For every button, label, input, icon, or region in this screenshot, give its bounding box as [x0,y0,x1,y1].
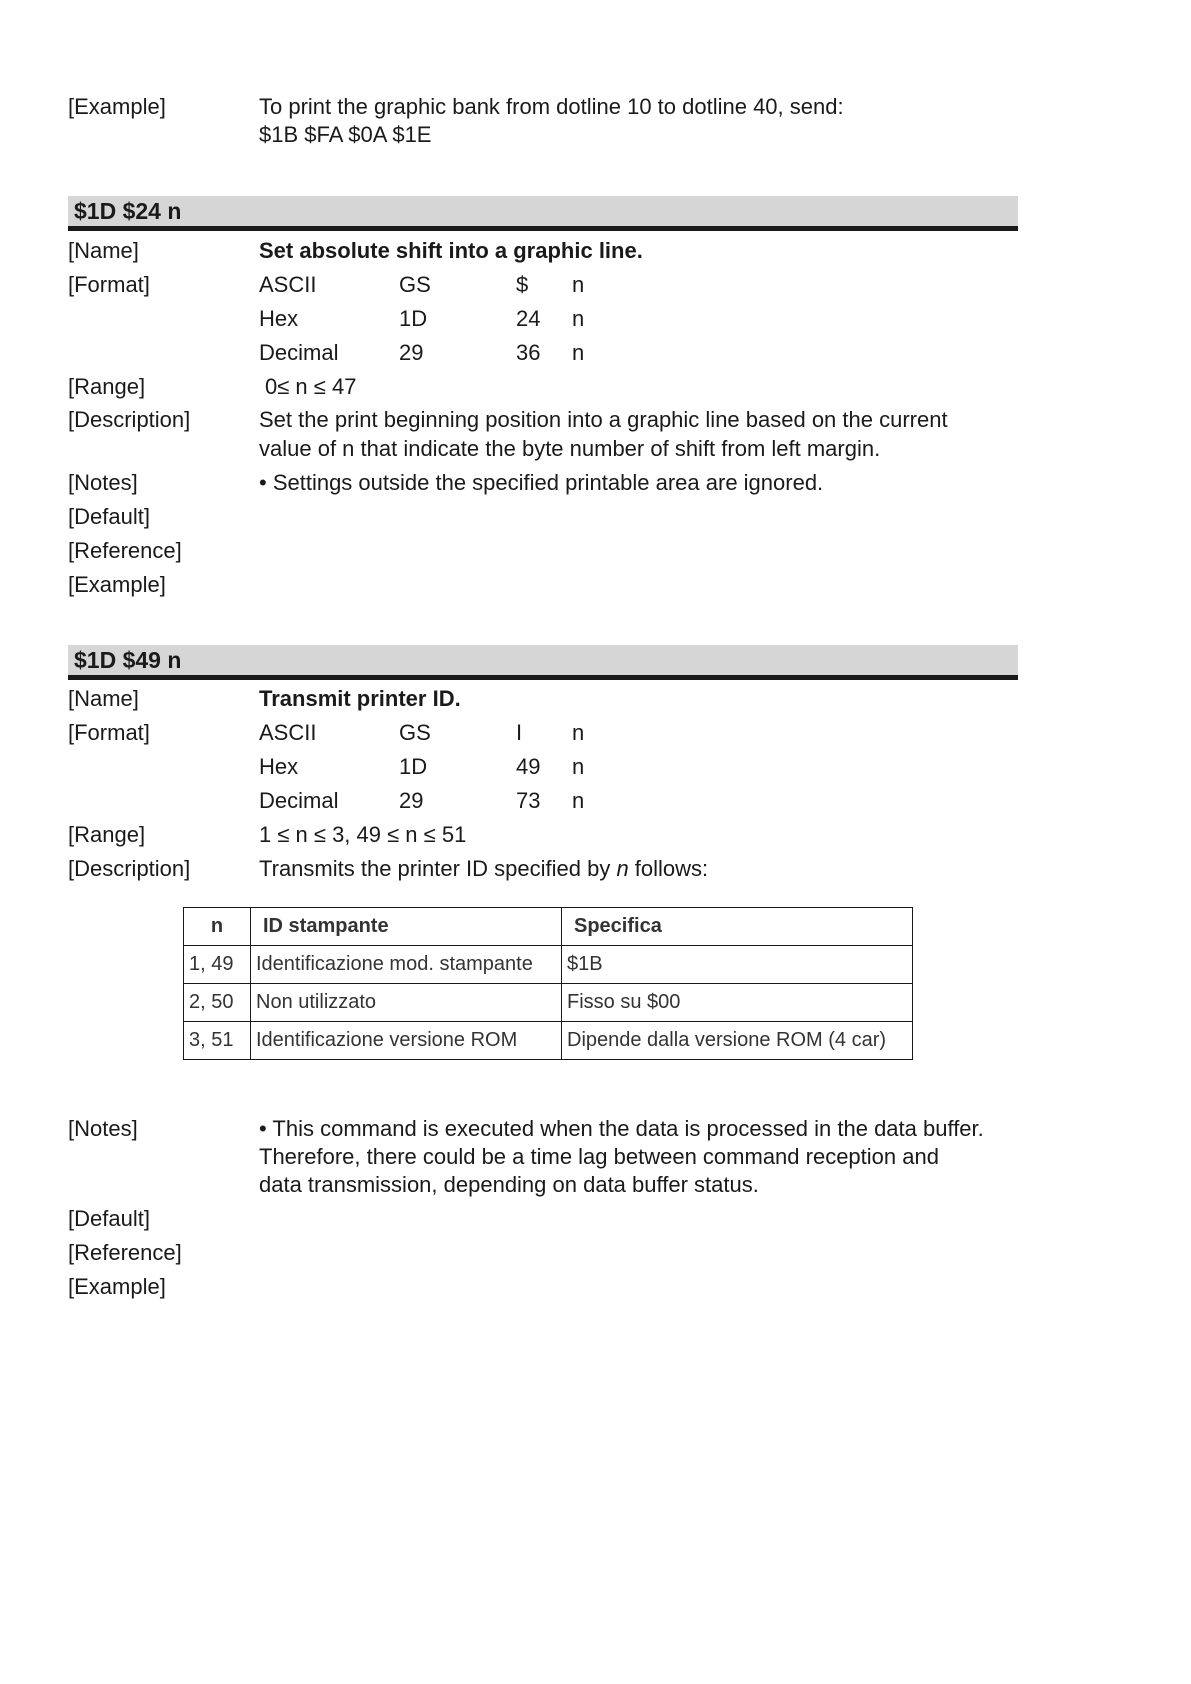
section1-example-label: [Example] [68,572,166,597]
format-cell: n [572,754,585,779]
format-cell: 1D [399,306,428,331]
table-cell: $1B [562,946,913,984]
format-cell: n [572,720,585,745]
format-cell: 29 [399,788,424,813]
table-header-cell: ID stampante [251,908,562,946]
table-row [184,984,913,1022]
table-cell: Dipende dalla versione ROM (4 car) [562,1022,913,1060]
section2-reference-label: [Reference] [68,1240,182,1265]
section2-range-value: 1 ≤ n ≤ 3, 49 ≤ n ≤ 51 [259,822,467,847]
format-cell: I [516,720,523,745]
format-cell: ASCII [259,272,317,297]
section1-name-value: Set absolute shift into a graphic line. [259,238,643,263]
section1-description-line1: Set the print beginning position into a graphic line based on the current [259,407,948,432]
format-cell: ASCII [259,720,317,745]
section1-format-label: [Format] [68,272,150,297]
format-cell: 1D [399,754,428,779]
section2-description-label: [Description] [68,856,191,881]
section1-header-title: $1D $24 n [74,198,182,224]
example-text-line1: To print the graphic bank from dotline 10 to dotline 40, send: [259,94,844,119]
section2-notes-line1: • This command is executed when the data is processed in the data buffer. [259,1116,984,1141]
table-cell: Identificazione versione ROM [251,1022,562,1060]
section2-header-title: $1D $49 n [74,647,182,673]
section1-range-value: 0≤ n ≤ 47 [265,374,357,399]
description-text-end: follows: [628,856,709,881]
example-text-line2: $1B $FA $0A $1E [259,122,432,147]
description-text: Transmits the printer ID specified by [259,856,617,881]
printer-id-table [183,907,913,1060]
table-row [184,1022,913,1060]
format-cell: 73 [516,788,541,813]
format-cell: GS [399,720,431,745]
table-cell: Non utilizzato [251,984,562,1022]
table-cell: Identificazione mod. stampante [251,946,562,984]
section1-range-label: [Range] [68,374,146,399]
section2-range-label: [Range] [68,822,146,847]
table-header-row [184,908,913,946]
section1-notes-value: • Settings outside the specified printable area are ignored. [259,470,824,495]
section1-notes-label: [Notes] [68,470,138,495]
format-cell: 24 [516,306,541,331]
example-label: [Example] [68,94,166,119]
section2-notes-label: [Notes] [68,1116,138,1141]
section1-header-bar [68,196,1018,231]
section2-description [259,855,708,883]
format-cell: Decimal [259,788,339,813]
section2-header-bar [68,645,1018,680]
format-cell: Hex [259,306,299,331]
table-cell: 1, 49 [184,946,251,984]
section2-format-label: [Format] [68,720,150,745]
format-cell: n [572,340,585,365]
table-header-cell: Specifica [562,908,913,946]
section2-example-label: [Example] [68,1274,166,1299]
section2-name-label: [Name] [68,686,139,711]
format-cell: Hex [259,754,299,779]
format-cell: $ [516,272,529,297]
section2-default-label: [Default] [68,1206,150,1231]
section1-description-label: [Description] [68,407,191,432]
section1-name-label: [Name] [68,238,139,263]
format-cell: n [572,306,585,331]
table-cell: 2, 50 [184,984,251,1022]
format-cell: 36 [516,340,541,365]
format-cell: Decimal [259,340,339,365]
table-cell: Fisso su $00 [562,984,913,1022]
format-cell: GS [399,272,431,297]
section1-default-label: [Default] [68,504,150,529]
format-cell: 29 [399,340,424,365]
table-header-cell: n [184,908,251,946]
table-row [184,946,913,984]
description-var: n [616,856,629,881]
table-cell: 3, 51 [184,1022,251,1060]
section1-description-line2: value of n that indicate the byte number of shift from left margin. [259,436,881,461]
section1-reference-label: [Reference] [68,538,182,563]
format-cell: n [572,788,585,813]
section2-name-value: Transmit printer ID. [259,686,461,711]
format-cell: n [572,272,585,297]
section2-notes-line2: Therefore, there could be a time lag between command reception and [259,1144,939,1169]
section2-notes-line3: data transmission, depending on data buffer status. [259,1172,759,1197]
format-cell: 49 [516,754,541,779]
